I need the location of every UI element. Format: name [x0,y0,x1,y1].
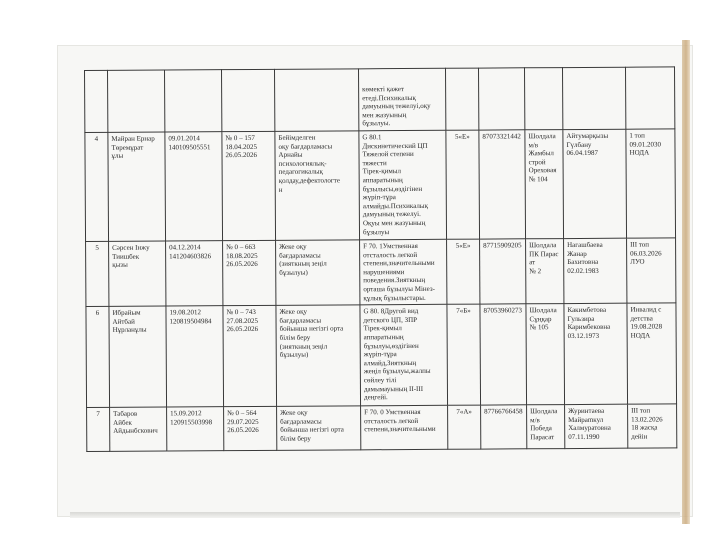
cell-parent [562,67,625,129]
cell-birth [165,70,222,132]
cell-grade: 5«Е» [447,239,480,304]
cell-diagnosis: G 80.1 Дискинетический ЦП Тяжелой степени тяжести Тірек-қимыл аппаратының бұзылысы,өздігінен жүріп-тұра алмайды.Психикалық дамуының тежелуі. Оқуы мен жазуының бұзылуы [359,130,447,240]
cell-order: № 0 – 157 18.04.2025 26.05.2026 [222,131,276,240]
cell-disability [625,67,674,129]
cell-phone: 87766766458 [481,405,527,449]
cell-diagnosis: G 80. 8Другой вид детского ЦП, ЗПР Тірек-қимыл аппаратының бұзылуы,өздігінен жүріп-тұра алмайд,Зияткның жеңіл бұзылуы,жалпы сөйлеу тілі дамымауының II-III деңгейі. [360,304,448,406]
cell-address: Шолдала Сұңқар № 105 [526,304,565,405]
table-row [85,129,676,242]
page-edge-strip [682,40,690,524]
cell-parent: Журинтаева Майраmкул Халмуратовна 07.11.1990 [565,404,628,448]
cell-parent: Нагашбаева Жанар Бахитовна 02.02.1983 [564,238,627,304]
cell-name: Майран Ернар Төремұрат ұлы [108,132,166,241]
cell-program: Жеке оқу бағдарламасы бойынша негізгі орта білім беру (зияткның зеңіл бұзылуы) [276,305,361,407]
cell-parent: Айтумарқызы Гүлбану 06.04.1987 [563,129,627,238]
cell-num: 7 [87,408,110,452]
cell-name [108,70,165,132]
cell-program: Жеке оқу бағдарламасы (зияткның зеңіл бұзылуы) [276,240,360,306]
cell-name: Ибрайым Айтбай Нұрланұлы [109,306,167,407]
cell-parent: Какимбетова Гульзира Каримбековна 03.12.1973 [564,303,628,404]
cell-program: Бейімделген оқу бағдарламасы Арнайы психологиялық- педагогикалық қолдау,дефектологте н [275,131,360,241]
cell-address: Шолдала м/в Жамбыл строй Ореховая № 104 [525,130,564,239]
cell-num: 6 [86,307,110,408]
cell-num: 5 [86,241,109,306]
cell-disability: 1 топ 09.01.2030 НОДА [626,129,676,238]
cell-birth: 04.12.2014 141204603826 [166,241,223,307]
cell-address: Шолдала м/в Победа Парасат [527,405,565,449]
cell-disability: III топ 13.02.2026 18 жасқа дейін [628,404,677,448]
cell-disability: III топ 06.03.2026 ЛУО [627,238,676,303]
page-bottom-shadow [70,512,680,518]
cell-birth: 09.01.2014 140109505551 [165,132,223,241]
student-table [84,66,677,452]
cell-address: Шолдала ПК Парас ат № 2 [526,239,564,304]
cell-grade: 7«Б» [447,304,481,405]
cell-phone: 87715909205 [480,239,526,304]
cell-disability: Инвалид с детства 19.08.2028 НОДА [627,303,677,404]
cell-phone: 87053960273 [480,304,527,405]
cell-order: № 0 – 743 27.08.2025 26.05.2026 [223,305,277,406]
table-row-continuation [85,67,675,133]
cell-birth: 15.09.2012 120915503998 [167,407,224,451]
table-row [87,404,677,452]
cell-num: 4 [85,132,109,241]
cell-diagnosis: көмекті қажет етеді.Психикалық дамуының тежелуі,оқу мен жазуының бұзылуы. [358,68,445,131]
cell-grade: 5«Е» [446,130,480,239]
cell-diagnosis: F 70. 1Умственная отсталость легкой степени,значительными нарушениями поведения.Зияткның орташа бұзылуы Мінез- құлық бұзылыстары. [360,239,447,305]
cell-phone: 87073321442 [479,130,526,239]
cell-order: № 0 – 564 29.07.2025 26.05.2026 [224,406,277,450]
cell-num [85,70,108,132]
table-row [86,303,677,408]
cell-name: Табаров Айбек Айдынбскович [110,407,167,451]
cell-diagnosis: F 70. 0 Умственная отсталость легкой степени,значительными [361,405,448,450]
cell-name: Сәрсен Інжу Тиишбек қызы [109,241,166,307]
cell-grade: 7«А» [448,405,481,449]
cell-phone [478,68,524,130]
cell-order [222,69,275,131]
cell-order: № 0 – 663 18.08.2025 26.05.2026 [223,240,276,305]
table-row [86,238,676,307]
cell-birth: 19.08.2012 120819504984 [166,306,224,407]
cell-program [274,69,358,132]
cell-address [524,68,562,130]
cell-grade [445,68,478,130]
cell-program: Жеке оқу бағдарламасы бойынша негізгі орта білім беру [277,406,361,451]
